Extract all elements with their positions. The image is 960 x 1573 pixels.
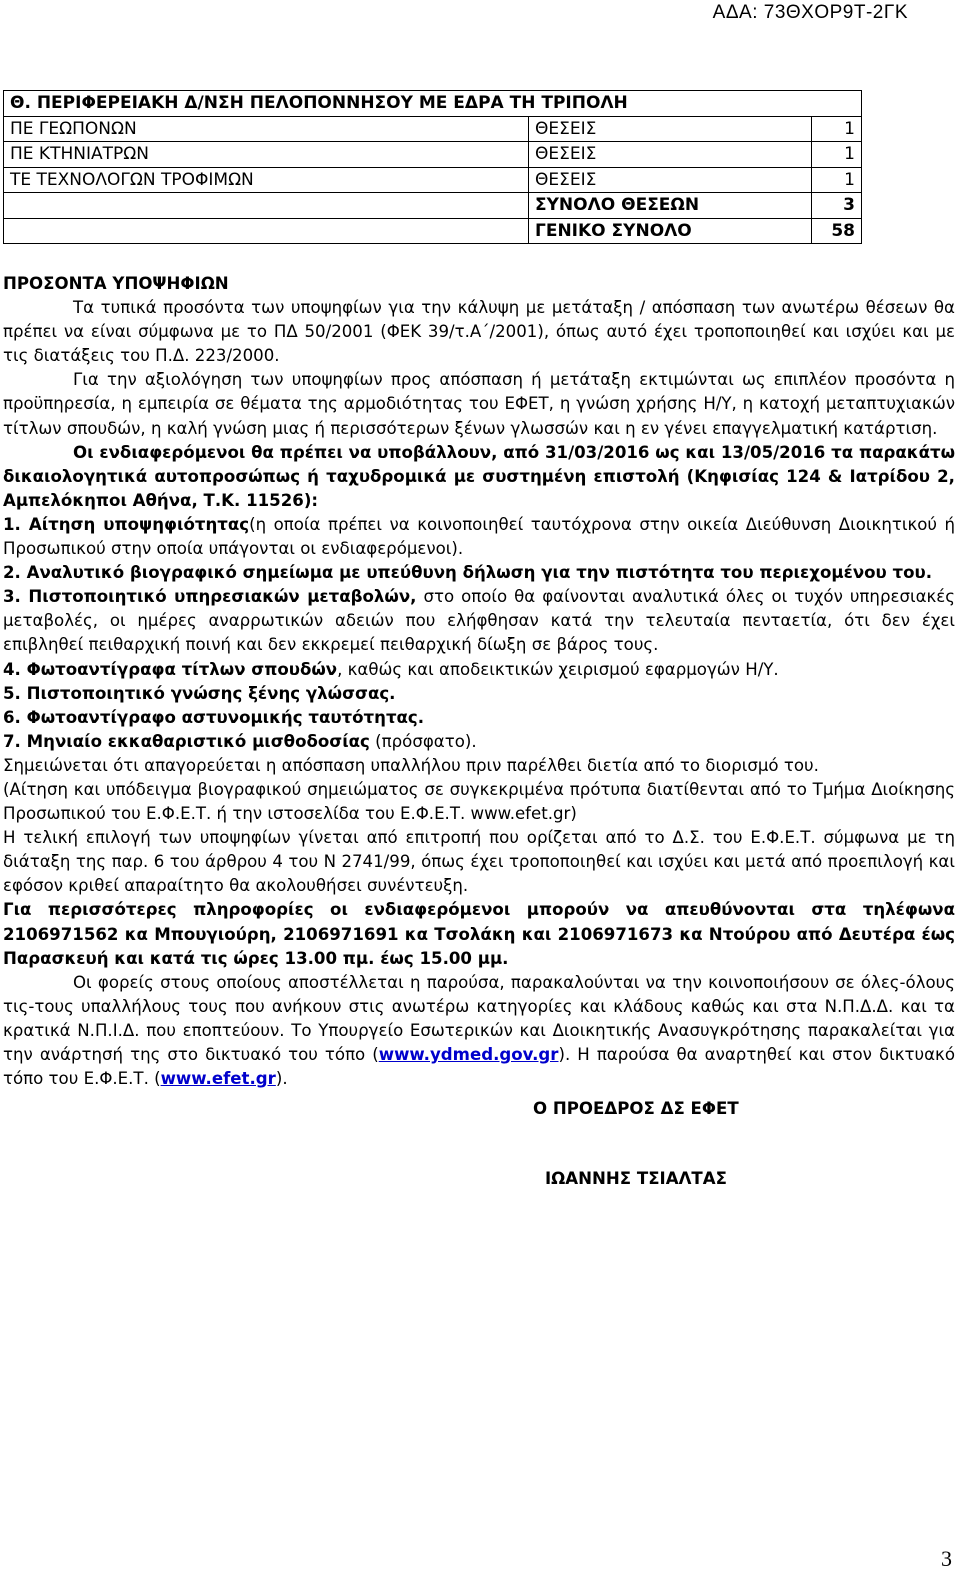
- signature-title: Ο ΠΡΟΕΔΡΟΣ ΔΣ ΕΦΕΤ: [533, 1099, 739, 1119]
- distribution-text-3: ).: [275, 1069, 288, 1089]
- signature-name: ΙΩΑΝΝΗΣ ΤΣΙΑΛΤΑΣ: [545, 1169, 727, 1189]
- total-value: 3: [812, 193, 862, 219]
- item-4-text: , καθώς και αποδεικτικών χειρισμού εφαρμογών Η/Υ.: [337, 659, 779, 679]
- specialty-cell: ΠΕ ΓΕΩΠΟΝΩΝ: [4, 116, 529, 142]
- positions-label-cell: ΘΕΣΕΙΣ: [529, 142, 812, 168]
- note-selection: Η τελική επιλογή των υποψηφίων γίνεται από επιτροπή που ορίζεται από το Δ.Σ. του Ε.Φ.Ε.Τ. σύμφωνα με τη διάταξη της παρ. 6 του άρθρου 4 του Ν 2741/99, όπως έχει τροποποιηθεί και ισχύει και μετά από προεπιλογή και εφόσον κριθεί απαραίτητο θα ακολουθήσει συνέντευξη.: [3, 828, 955, 896]
- list-item-6: 6. Φωτοαντίγραφο αστυνομικής ταυτότητας.: [3, 707, 425, 727]
- paragraph-distribution: [3, 971, 955, 1091]
- table-row: [4, 142, 862, 168]
- table-title: Θ. ΠΕΡΙΦΕΡΕΙΑΚΗ Δ/ΝΣΗ ΠΕΛΟΠΟΝΝΗΣΟΥ ΜΕ ΕΔΡΑ ΤΗ ΤΡΙΠΟΛΗ: [4, 91, 862, 117]
- item-3-title: 3. Πιστοποιητικό υπηρεσιακών μεταβολών,: [3, 587, 417, 607]
- grand-total-row: [4, 218, 862, 244]
- efet-link[interactable]: www.efet.gr: [160, 1069, 276, 1089]
- list-item-4: [3, 658, 955, 682]
- list-item-7: [3, 730, 955, 754]
- item-4-title: 4. Φωτοαντίγραφα τίτλων σπουδών: [3, 659, 338, 679]
- distribution-text-1: Οι φορείς στους οποίους αποστέλλεται η παρούσα, παρακαλούνται να την κοινοποιήσουν σε όλες-όλους τις-τους υπαλλήλους τους που ανήκουν στις ανωτέρω κατηγορίες και κλάδους καθώς και στα Ν.Π.Δ.Δ. και τα κρατικά Ν.Π.Ι.Δ. που εποπτεύουν. Το Υπουργείο Εσωτερικών και Διοικητικής Ανασυγκρότησης παρακαλείται για την ανάρτησή της στο δικτυακό του τόπο (: [3, 972, 955, 1064]
- list-item-1: [3, 513, 955, 561]
- positions-count-cell: 1: [812, 116, 862, 142]
- positions-count-cell: 1: [812, 167, 862, 193]
- total-label: ΣΥΝΟΛΟ ΘΕΣΕΩΝ: [529, 193, 812, 219]
- item-7-text: (πρόσφατο).: [369, 731, 477, 751]
- ada-code: ΑΔΑ: 73ΘΧΟΡ9Τ-2ΓΚ: [712, 2, 908, 23]
- positions-label-cell: ΘΕΣΕΙΣ: [529, 116, 812, 142]
- total-row: [4, 193, 862, 219]
- item-3-text: στο οποίο θα φαίνονται αναλυτικά όλες οι τυχόν υπηρεσιακές μεταβολές, οι ημέρες αναρρωτικών αδειών που ελήφθησαν κατά την τελευταία πενταετία, ότι δεν έχει επιβληθεί πειθαρχική ποινή και δεν εκκρεμεί πειθαρχική δίωξη σε βάρος τους.: [3, 587, 955, 655]
- empty-cell: [4, 218, 529, 244]
- page-number: 3: [941, 1546, 952, 1571]
- ydmed-link[interactable]: www.ydmed.gov.gr: [378, 1045, 559, 1064]
- item-1-title: 1. Αίτηση υποψηφιότητας: [3, 514, 250, 534]
- list-item-2: 2. Αναλυτικό βιογραφικό σημείωμα με υπεύθυνη δήλωση για την πιστότητα του περιεχομένου του.: [3, 563, 932, 583]
- positions-count-cell: 1: [812, 142, 862, 168]
- empty-cell: [4, 193, 529, 219]
- list-item-5: 5. Πιστοποιητικό γνώσης ξένης γλώσσας.: [3, 683, 396, 703]
- specialty-cell: ΤΕ ΤΕΧΝΟΛΟΓΩΝ ΤΡΟΦΙΜΩΝ: [4, 167, 529, 193]
- document-body: [3, 272, 955, 1191]
- positions-table: [3, 90, 862, 244]
- specialty-cell: ΠΕ ΚΤΗΝΙΑΤΡΩΝ: [4, 142, 529, 168]
- paragraph-submission: Οι ενδιαφερόμενοι θα πρέπει να υποβάλλουν, από 31/03/2016 ως και 13/05/2016 τα παρακάτω δικαιολογητικά αυτοπροσώπως ή ταχυδρομικά με συστημένη επιστολή (Κηφισίας 124 & Ιατρίδου 2, Αμπελόκηποι Αθήνα, Τ.Κ. 11526):: [3, 442, 955, 510]
- table-row: [4, 167, 862, 193]
- grand-total-label: ΓΕΝΙΚΟ ΣΥΝΟΛΟ: [529, 218, 812, 244]
- list-item-3: [3, 585, 955, 657]
- item-7-title: 7. Μηνιαίο εκκαθαριστικό μισθοδοσίας: [3, 731, 370, 751]
- item-1-text: (η οποία πρέπει να κοινοποιηθεί ταυτόχρονα στην οικεία Διεύθυνση Διοικητικού ή Προσωπικού στην οποία υπάγονται οι ενδιαφερόμενοι).: [3, 514, 955, 559]
- positions-label-cell: ΘΕΣΕΙΣ: [529, 167, 812, 193]
- grand-total-value: 58: [812, 218, 862, 244]
- note-templates: (Αίτηση και υπόδειγμα βιογραφικού σημειώματος σε συγκεκριμένα πρότυπα διατίθενται από το Τμήμα Διοίκησης Προσωπικού του Ε.Φ.Ε.Τ. ή την ιστοσελίδα του Ε.Φ.Ε.Τ. www.efet.gr): [3, 779, 955, 824]
- table-title-row: [4, 91, 862, 117]
- contact-info: Για περισσότερες πληροφορίες οι ενδιαφερόμενοι μπορούν να απευθύνονται στα τηλέφωνα 2106971562 κα Μπουγιούρη, 2106971691 κα Τσολάκη και 2106971673 κα Ντούρου από Δευτέρα έως Παρασκευή και κατά τις ώρες 13.00 πμ. έως 15.00 μμ.: [3, 900, 955, 968]
- paragraph-evaluation: Για την αξιολόγηση των υποψηφίων προς απόσπαση ή μετάταξη εκτιμώνται ως επιπλέον προσόντα η προϋπηρεσία, η εμπειρία σε θέματα της αρμοδιότητας του ΕΦΕΤ, η γνώση χρήσης Η/Υ, η κατοχή μεταπτυχιακών τίτλων σπουδών, η καλή γνώση μιας ή περισσότερων ξένων γλωσσών και η εν γένει επαγγελματική κατάρτιση.: [3, 370, 955, 438]
- distribution-text-2: ). Η παρούσα θα αναρτηθεί και στον δικτυακό τόπο του Ε.Φ.Ε.Τ. (: [3, 1045, 955, 1089]
- paragraph-qualifications: Τα τυπικά προσόντα των υποψηφίων για την κάλυψη με μετάταξη / απόσπαση των ανωτέρω θέσεων θα πρέπει να είναι σύμφωνα με το ΠΔ 50/2001 (ΦΕΚ 39/τ.Α΄/2001), όπως αυτό έχει τροποποιηθεί και ισχύει και με τις διατάξεις του Π.Δ. 223/2000.: [3, 298, 955, 366]
- table-row: [4, 116, 862, 142]
- note-secondment: Σημειώνεται ότι απαγορεύεται η απόσπαση υπαλλήλου πριν παρέλθει διετία από το διορισμό του.: [3, 755, 819, 775]
- section-heading: ΠΡΟΣΟΝΤΑ ΥΠΟΨΗΦΙΩΝ: [3, 274, 229, 293]
